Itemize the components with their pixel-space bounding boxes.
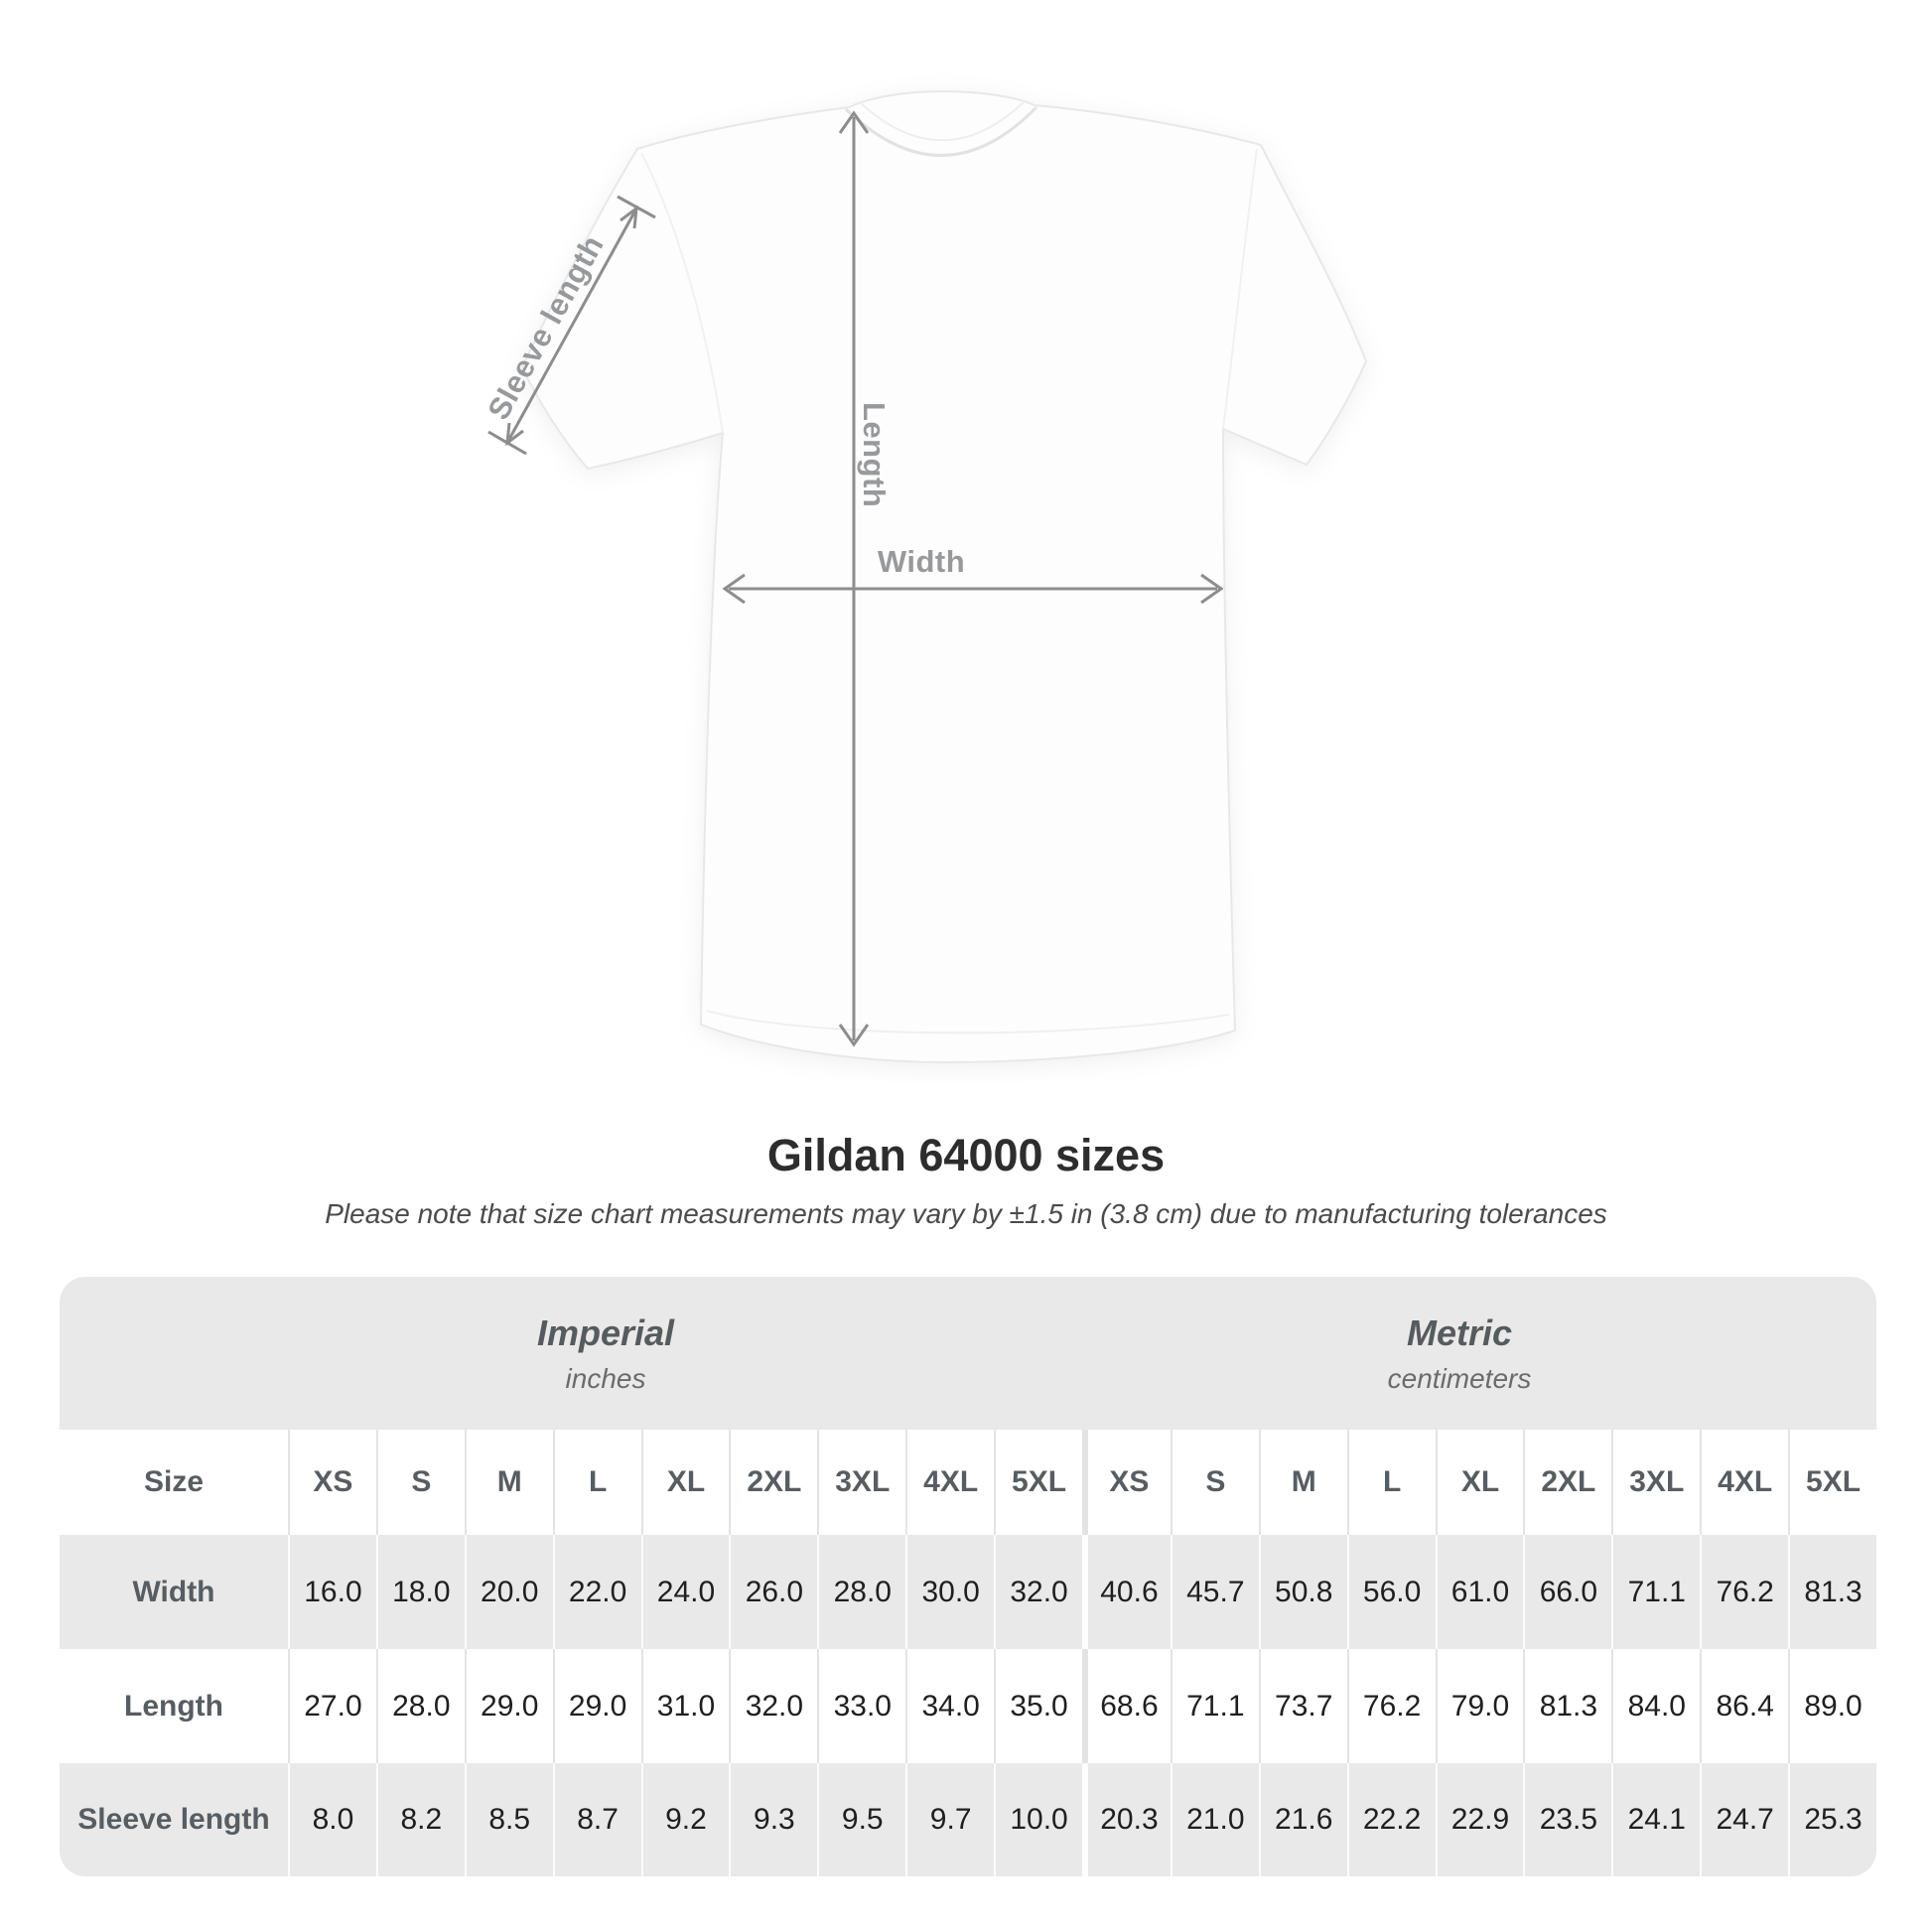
size-header-cell: XL [641,1430,730,1535]
length-value-cell: 27.0 [288,1649,376,1763]
width-value-cell: 45.7 [1171,1535,1259,1649]
sleeve-length-label: Sleeve length [481,229,611,426]
sleeve-value-cell: 8.0 [288,1763,376,1876]
width-value-cell: 61.0 [1436,1535,1524,1649]
length-value-cell: 89.0 [1788,1649,1876,1763]
size-table [60,1277,1876,1876]
width-value-cell: 28.0 [817,1535,905,1649]
length-value-cell: 31.0 [641,1649,730,1763]
sleeve-value-cell: 8.2 [376,1763,465,1876]
size-header-cell: 2XL [729,1430,817,1535]
sleeve-value-cell: 22.9 [1436,1763,1524,1876]
size-corner-label: Size [143,1465,205,1498]
width-value-cell: 18.0 [376,1535,465,1649]
size-header-cell: S [376,1430,465,1535]
sleeve-value-cell: 22.2 [1347,1763,1436,1876]
imperial-name: Imperial [536,1311,675,1353]
width-label: Width [877,544,966,579]
size-header-cell: XS [288,1430,376,1535]
size-header-cell: 5XL [1788,1430,1876,1535]
width-value-cell: 40.6 [1082,1535,1171,1649]
size-header-row [60,1430,1876,1535]
metric-unit: centimeters [1387,1362,1532,1394]
page-title: Gildan 64000 sizes [766,1130,1166,1180]
sleeve-value-cell: 24.7 [1700,1763,1788,1876]
length-value-cell: 81.3 [1523,1649,1611,1763]
width-value-cell: 32.0 [994,1535,1082,1649]
length-value-cell: 35.0 [994,1649,1082,1763]
sleeve-value-cell: 21.0 [1171,1763,1259,1876]
size-header-cell: M [465,1430,553,1535]
sleeve-value-cell: 8.7 [553,1763,641,1876]
metric-name: Metric [1406,1311,1513,1353]
sleeve-value-cell: 9.2 [641,1763,730,1876]
length-value-cell: 79.0 [1436,1649,1524,1763]
width-value-cell: 24.0 [641,1535,730,1649]
length-label: Length [857,402,892,508]
sleeve-value-cell: 8.5 [465,1763,553,1876]
length-value-cell: 76.2 [1347,1649,1436,1763]
width-value-cell: 71.1 [1611,1535,1700,1649]
size-header-cell: L [1347,1430,1436,1535]
size-header-cell: S [1171,1430,1259,1535]
size-header-cell: 4XL [905,1430,994,1535]
size-header-cell: XS [1082,1430,1171,1535]
size-header-cell: M [1259,1430,1347,1535]
length-value-cell: 71.1 [1171,1649,1259,1763]
width-value-cell: 22.0 [553,1535,641,1649]
sleeve-value-cell: 9.7 [905,1763,994,1876]
sleeve-length-row [60,1763,1876,1876]
sleeve-value-cell: 9.5 [817,1763,905,1876]
length-value-cell: 73.7 [1259,1649,1347,1763]
width-value-cell: 81.3 [1788,1535,1876,1649]
length-value-cell: 33.0 [817,1649,905,1763]
width-value-cell: 76.2 [1700,1535,1788,1649]
sleeve-value-cell: 20.3 [1082,1763,1171,1876]
row-label-length: Length [124,1689,223,1723]
row-label-sleeve-length: Sleeve length [77,1803,270,1836]
size-header-cell: L [553,1430,641,1535]
length-value-cell: 34.0 [905,1649,994,1763]
length-row [60,1649,1876,1763]
size-header-cell: 2XL [1523,1430,1611,1535]
width-value-cell: 20.0 [465,1535,553,1649]
size-header-cell: 5XL [994,1430,1082,1535]
length-value-cell: 68.6 [1082,1649,1171,1763]
sleeve-value-cell: 21.6 [1259,1763,1347,1876]
sleeve-value-cell: 10.0 [994,1763,1082,1876]
length-value-cell: 84.0 [1611,1649,1700,1763]
width-value-cell: 50.8 [1259,1535,1347,1649]
sleeve-value-cell: 9.3 [729,1763,817,1876]
width-value-cell: 16.0 [288,1535,376,1649]
length-value-cell: 32.0 [729,1649,817,1763]
width-value-cell: 66.0 [1523,1535,1611,1649]
length-value-cell: 29.0 [553,1649,641,1763]
length-value-cell: 29.0 [465,1649,553,1763]
sleeve-value-cell: 23.5 [1523,1763,1611,1876]
imperial-unit-header [60,1277,1082,1430]
size-header-cell: 4XL [1700,1430,1788,1535]
unit-header-row [60,1277,1876,1430]
imperial-unit: inches [565,1362,646,1394]
tolerance-note: Please note that size chart measurements may vary by ±1.5 in (3.8 cm) due to manufacturing tolerances [325,1198,1607,1229]
size-header-cell: 3XL [817,1430,905,1535]
width-value-cell: 30.0 [905,1535,994,1649]
length-value-cell: 28.0 [376,1649,465,1763]
size-header-cell: 3XL [1611,1430,1700,1535]
width-value-cell: 56.0 [1347,1535,1436,1649]
metric-unit-header [1082,1277,1876,1430]
width-row [60,1535,1876,1649]
length-value-cell: 86.4 [1700,1649,1788,1763]
size-header-cell: XL [1436,1430,1524,1535]
width-value-cell: 26.0 [729,1535,817,1649]
sleeve-value-cell: 25.3 [1788,1763,1876,1876]
row-label-width: Width [132,1575,215,1608]
sleeve-value-cell: 24.1 [1611,1763,1700,1876]
